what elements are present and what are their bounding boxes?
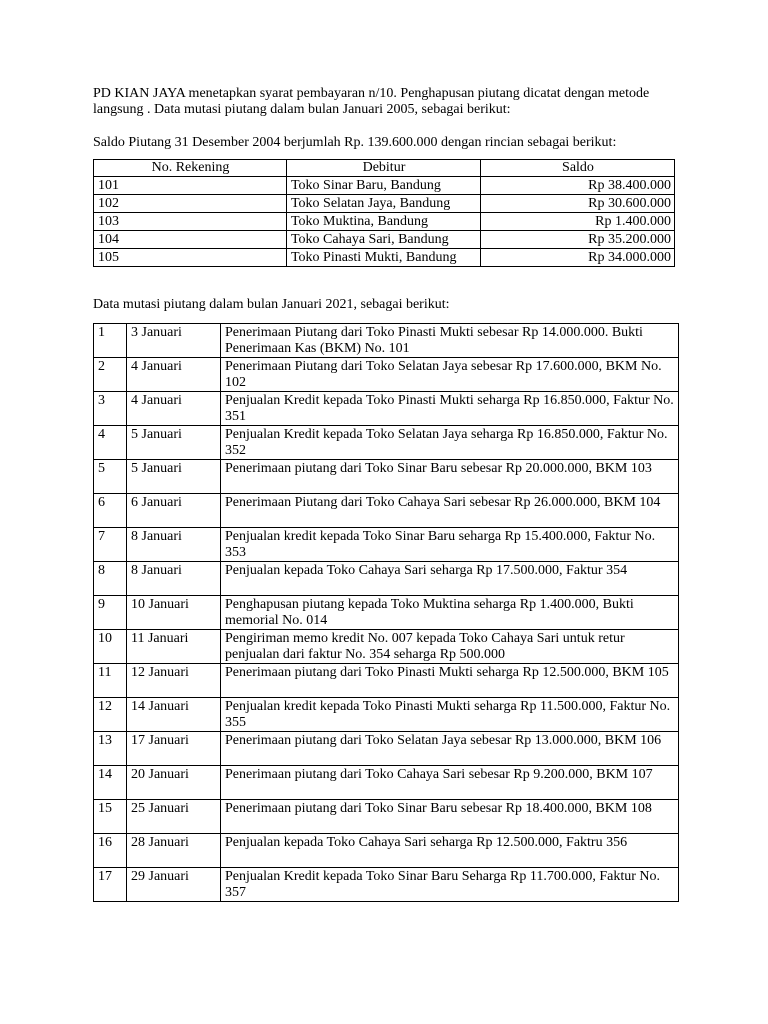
cell-keterangan: Penerimaan Piutang dari Toko Pinasti Mukti sebesar Rp 14.000.000. Bukti Penerimaan Kas (BKM) No. 101 [221,324,679,358]
cell-keterangan: Penerimaan piutang dari Toko Sinar Baru sebesar Rp 20.000.000, BKM 103 [221,460,679,494]
cell-no: 2 [94,358,127,392]
document-page [93,86,693,902]
mutasi-table [93,323,679,902]
table-row [94,868,679,902]
header-debitur: Debitur [286,160,480,177]
table-row [94,596,679,630]
cell-debitur: Toko Pinasti Mukti, Bandung [286,249,480,267]
cell-debitur: Toko Selatan Jaya, Bandung [286,195,480,213]
cell-no-rekening: 103 [94,213,287,231]
cell-saldo: Rp 35.200.000 [480,231,674,249]
cell-tanggal: 25 Januari [127,800,221,834]
cell-keterangan: Penjualan kredit kepada Toko Pinasti Mukti seharga Rp 11.500.000, Faktur No. 355 [221,698,679,732]
cell-keterangan: Penerimaan piutang dari Toko Pinasti Mukti seharga Rp 12.500.000, BKM 105 [221,664,679,698]
saldo-header-row [94,160,675,177]
cell-keterangan: Penerimaan Piutang dari Toko Cahaya Sari sebesar Rp 26.000.000, BKM 104 [221,494,679,528]
table-row [94,213,675,231]
cell-keterangan: Penjualan kepada Toko Cahaya Sari seharga Rp 17.500.000, Faktur 354 [221,562,679,596]
cell-no: 7 [94,528,127,562]
cell-no: 3 [94,392,127,426]
cell-no: 8 [94,562,127,596]
cell-tanggal: 8 Januari [127,528,221,562]
cell-tanggal: 10 Januari [127,596,221,630]
table-row [94,249,675,267]
table-row [94,177,675,195]
cell-no-rekening: 102 [94,195,287,213]
header-saldo: Saldo [480,160,674,177]
table-row [94,732,679,766]
cell-no-rekening: 105 [94,249,287,267]
cell-no: 13 [94,732,127,766]
cell-keterangan: Penerimaan piutang dari Toko Selatan Jaya sebesar Rp 13.000.000, BKM 106 [221,732,679,766]
cell-tanggal: 20 Januari [127,766,221,800]
cell-tanggal: 4 Januari [127,392,221,426]
cell-keterangan: Penjualan Kredit kepada Toko Selatan Jaya seharga Rp 16.850.000, Faktur No. 352 [221,426,679,460]
table-row [94,426,679,460]
cell-no-rekening: 104 [94,231,287,249]
cell-keterangan: Penjualan Kredit kepada Toko Sinar Baru Seharga Rp 11.700.000, Faktur No. 357 [221,868,679,902]
cell-tanggal: 28 Januari [127,834,221,868]
cell-tanggal: 5 Januari [127,460,221,494]
cell-tanggal: 4 Januari [127,358,221,392]
mutasi-intro-paragraph: Data mutasi piutang dalam bulan Januari 2021, sebagai berikut: [93,297,450,312]
table-row [94,800,679,834]
cell-keterangan: Pengiriman memo kredit No. 007 kepada Toko Cahaya Sari untuk retur penjualan dari faktur No. 354 seharga Rp 500.000 [221,630,679,664]
table-row [94,834,679,868]
table-row [94,231,675,249]
header-no-rekening: No. Rekening [94,160,287,177]
cell-tanggal: 8 Januari [127,562,221,596]
cell-no: 6 [94,494,127,528]
cell-no: 5 [94,460,127,494]
table-row [94,698,679,732]
intro-paragraph: PD KIAN JAYA menetapkan syarat pembayaran n/10. Penghapusan piutang dicatat dengan metode langsung . Data mutasi piutang dalam bulan Januari 2005, sebagai berikut: [93,86,650,117]
cell-keterangan: Penerimaan Piutang dari Toko Selatan Jaya sebesar Rp 17.600.000, BKM No. 102 [221,358,679,392]
cell-keterangan: Penerimaan piutang dari Toko Cahaya Sari sebesar Rp 9.200.000, BKM 107 [221,766,679,800]
cell-keterangan: Penjualan Kredit kepada Toko Pinasti Mukti seharga Rp 16.850.000, Faktur No. 351 [221,392,679,426]
cell-tanggal: 29 Januari [127,868,221,902]
cell-no: 16 [94,834,127,868]
cell-tanggal: 5 Januari [127,426,221,460]
saldo-table [93,159,675,267]
cell-tanggal: 14 Januari [127,698,221,732]
cell-debitur: Toko Sinar Baru, Bandung [286,177,480,195]
cell-saldo: Rp 1.400.000 [480,213,674,231]
table-row [94,392,679,426]
cell-saldo: Rp 34.000.000 [480,249,674,267]
cell-no: 9 [94,596,127,630]
cell-no: 17 [94,868,127,902]
mutasi-table-body [94,324,679,902]
table-row [94,494,679,528]
table-row [94,358,679,392]
cell-no: 1 [94,324,127,358]
cell-keterangan: Penjualan kredit kepada Toko Sinar Baru seharga Rp 15.400.000, Faktur No. 353 [221,528,679,562]
table-row [94,195,675,213]
table-row [94,528,679,562]
saldo-table-body [94,177,675,267]
cell-keterangan: Penghapusan piutang kepada Toko Muktina seharga Rp 1.400.000, Bukti memorial No. 014 [221,596,679,630]
cell-no: 4 [94,426,127,460]
table-row [94,664,679,698]
cell-debitur: Toko Cahaya Sari, Bandung [286,231,480,249]
cell-no: 10 [94,630,127,664]
saldo-intro-paragraph: Saldo Piutang 31 Desember 2004 berjumlah Rp. 139.600.000 dengan rincian sebagai berikut: [93,135,617,150]
cell-no-rekening: 101 [94,177,287,195]
cell-keterangan: Penjualan kepada Toko Cahaya Sari seharga Rp 12.500.000, Faktru 356 [221,834,679,868]
cell-keterangan: Penerimaan piutang dari Toko Sinar Baru sebesar Rp 18.400.000, BKM 108 [221,800,679,834]
table-row [94,460,679,494]
table-row [94,766,679,800]
cell-no: 15 [94,800,127,834]
table-row [94,630,679,664]
cell-tanggal: 11 Januari [127,630,221,664]
table-row [94,562,679,596]
cell-no: 14 [94,766,127,800]
cell-debitur: Toko Muktina, Bandung [286,213,480,231]
cell-no: 11 [94,664,127,698]
cell-tanggal: 17 Januari [127,732,221,766]
table-row [94,324,679,358]
cell-tanggal: 6 Januari [127,494,221,528]
cell-no: 12 [94,698,127,732]
cell-saldo: Rp 30.600.000 [480,195,674,213]
cell-tanggal: 3 Januari [127,324,221,358]
cell-tanggal: 12 Januari [127,664,221,698]
cell-saldo: Rp 38.400.000 [480,177,674,195]
